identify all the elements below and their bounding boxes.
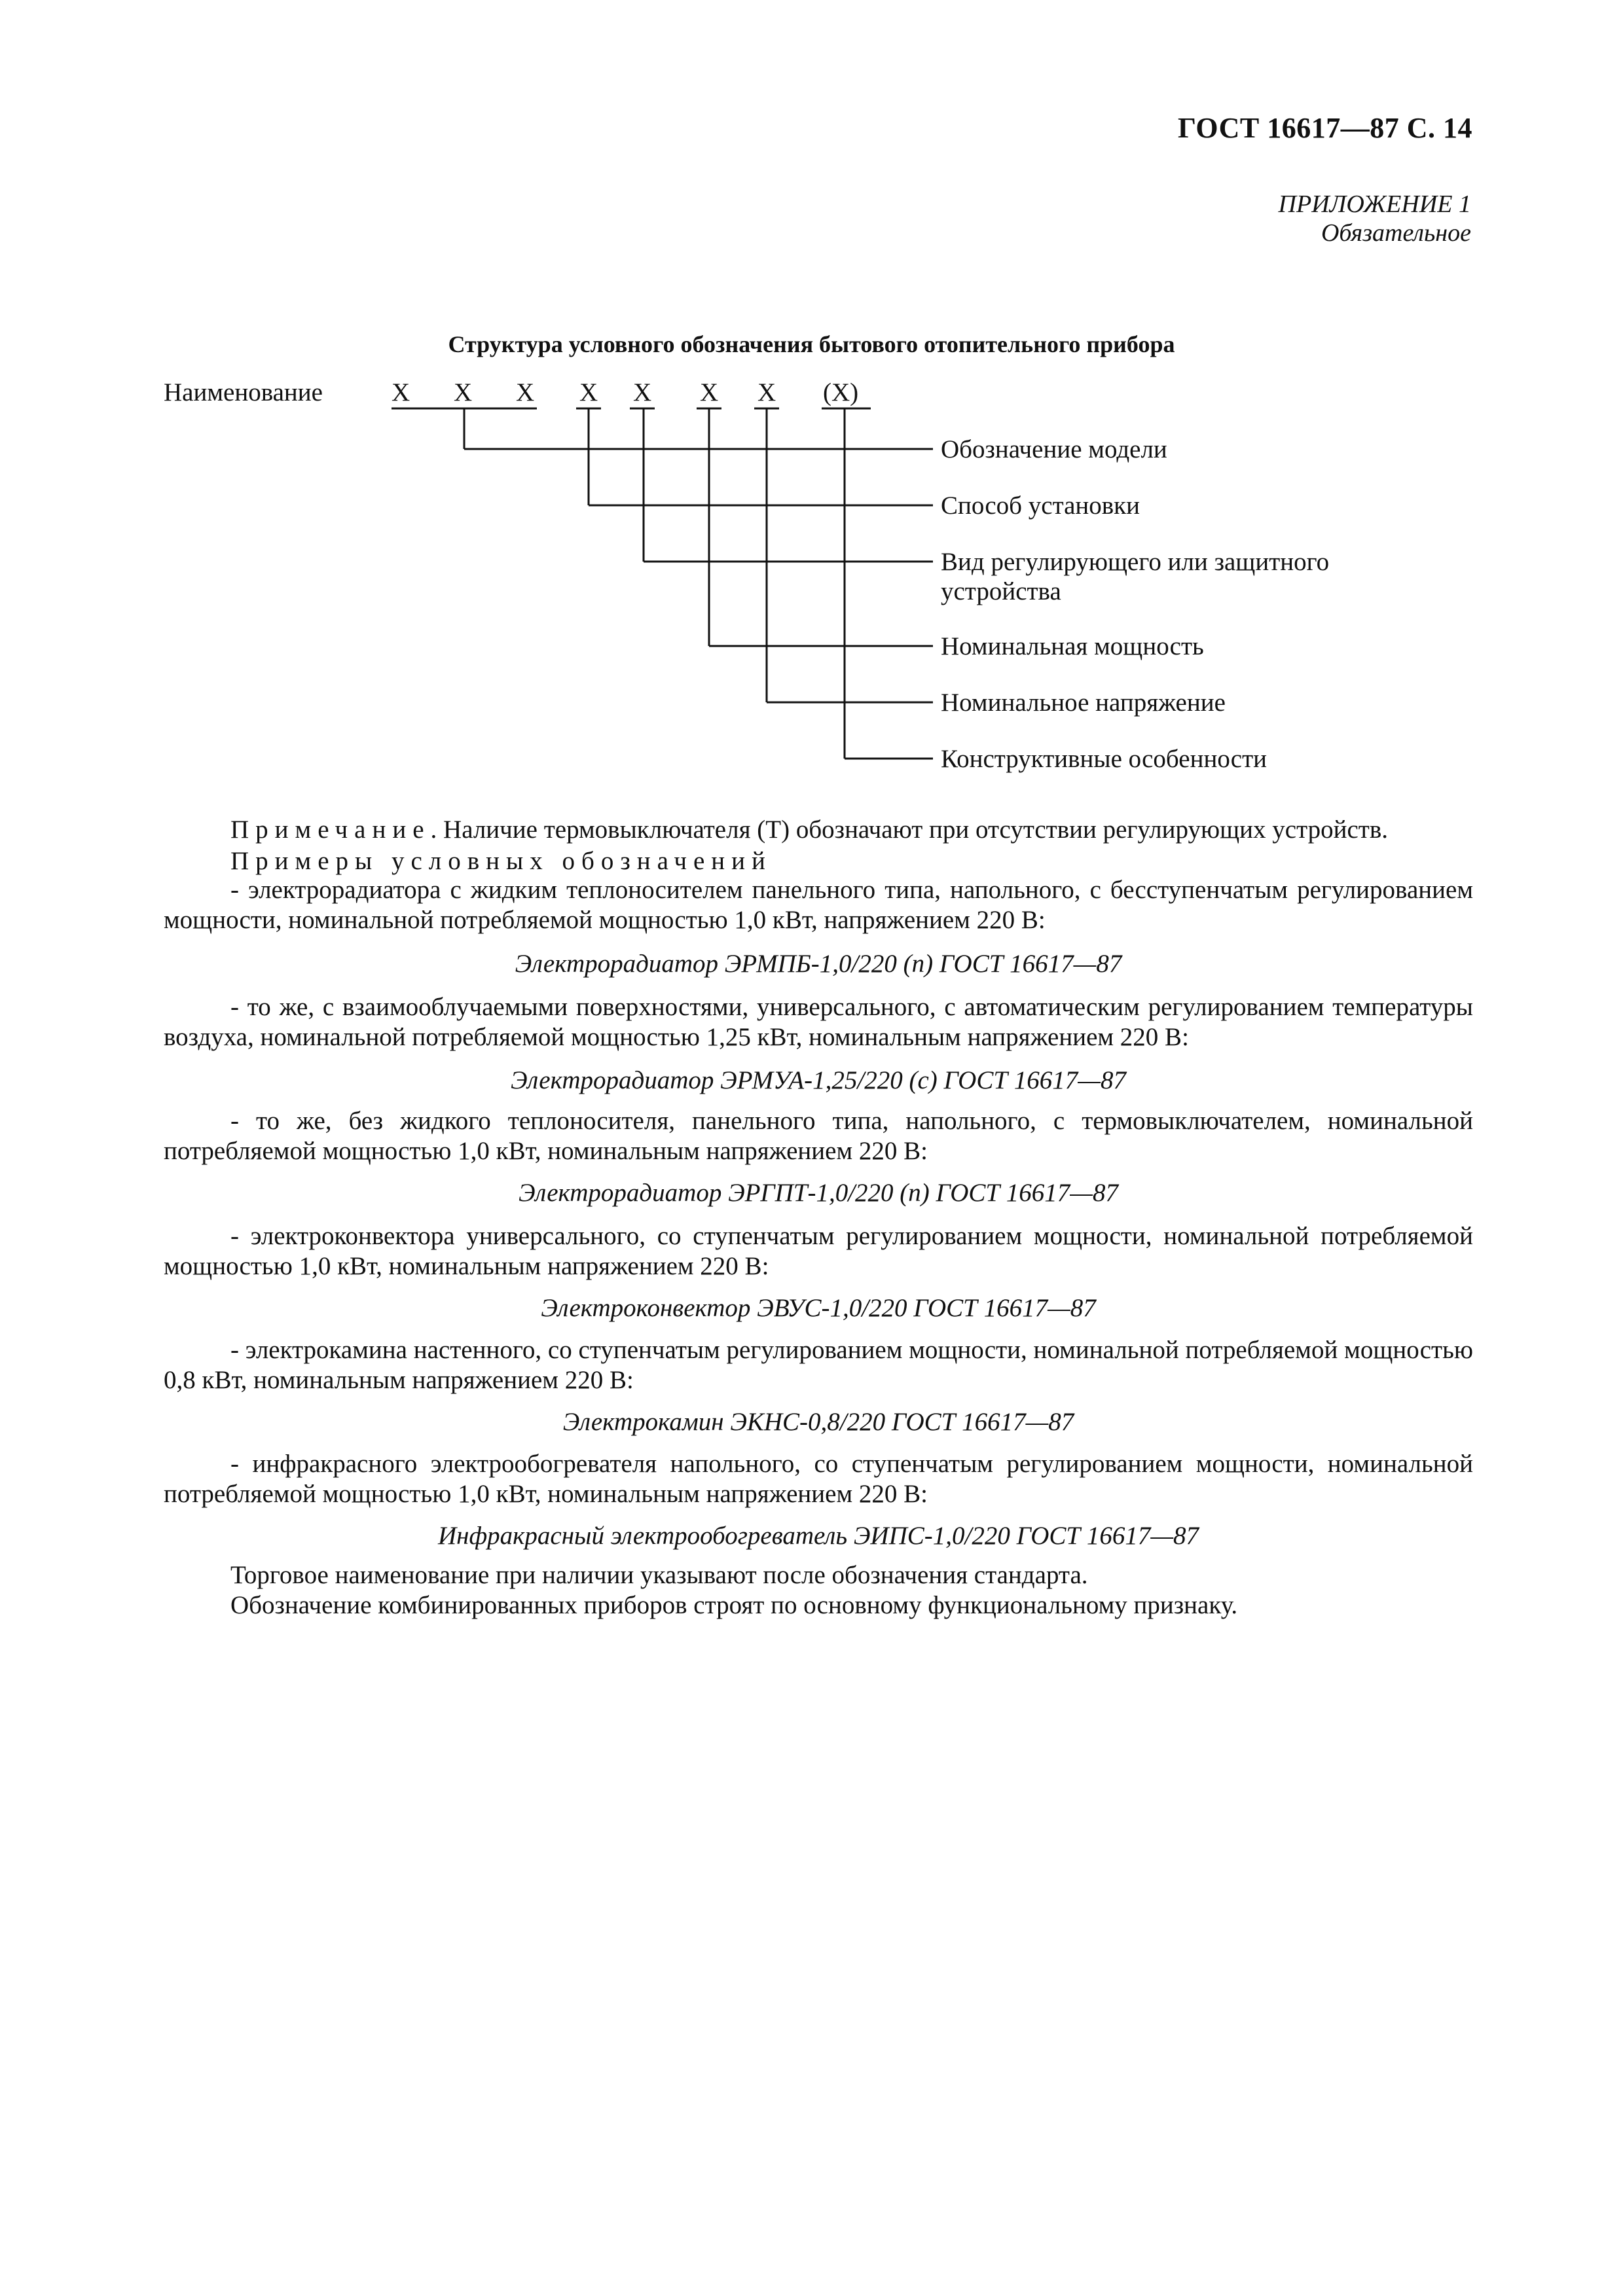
label-model: Обозначение модели [941,435,1167,463]
label-power: Номинальная мощность [941,632,1204,660]
label-design-features: Конструктивные особенности [941,745,1267,773]
note-text: . Наличие термовыключателя (Т) обозначают при отсутствии регулирующих устройств. [430,816,1389,844]
label-regulating-device: Вид регулирующего или защитного [941,548,1330,576]
name-label: Наименование [164,378,323,406]
examples-heading: Примеры условных обозначений [230,847,772,875]
appendix-status: Обязательное [1321,219,1471,247]
note-paragraph [164,815,1473,845]
label-installation: Способ установки [941,492,1140,520]
diagram-lines [392,408,933,759]
example-2-designation: Электрорадиатор ЭРМУА-1,25/220 (с) ГОСТ 16617—87 [511,1066,1126,1094]
position-1: X [392,378,410,406]
example-6-description: - инфракрасного электрообогревателя напольного, со ступенчатым регулированием мощности, номинальной потребляемой мощностью 1,0 кВт, номинальным напряжением 220 В: [164,1450,1473,1508]
example-4-description: - электроконвектора универсального, со ступенчатым регулированием мощности, номинальной потребляемой мощностью 1,0 кВт, номинальным напряжением 220 В: [164,1222,1473,1280]
example-3-description: - то же, без жидкого теплоносителя, панельного типа, напольного, с термовыключателем, номинальной потребляемой мощностью 1,0 кВт, номинальным напряжением 220 В: [164,1107,1473,1165]
page-header-ref: ГОСТ 16617—87 С. 14 [1177,112,1472,144]
example-4-designation: Электроконвектор ЭВУС-1,0/220 ГОСТ 16617—87 [541,1294,1096,1322]
example-2-description: - то же, с взаимооблучаемыми поверхностями, универсального, с автоматическим регулированием температуры воздуха, номинальной потребляемой мощностью 1,25 кВт, номинальным напряжением 220 В: [164,993,1473,1051]
scheme-title: Структура условного обозначения бытового отопительного прибора [448,331,1175,357]
position-7: X [757,378,776,406]
position-3: X [516,378,535,406]
example-6-designation: Инфракрасный электрообогреватель ЭИПС-1,0/220 ГОСТ 16617—87 [437,1522,1199,1550]
label-voltage: Номинальное напряжение [941,689,1226,717]
example-1-designation: Электрорадиатор ЭРМПБ-1,0/220 (п) ГОСТ 16617—87 [515,950,1122,978]
closing-trade-name: Торговое наименование при наличии указывают после обозначения стандарта. [230,1561,1088,1589]
example-5-designation: Электрокамин ЭКНС-0,8/220 ГОСТ 16617—87 [562,1408,1074,1436]
example-5-description: - электрокамина настенного, со ступенчатым регулированием мощности, номинальной потребляемой мощностью 0,8 кВт, номинальным напряжением 220 В: [164,1336,1473,1394]
position-6: X [700,378,719,406]
position-4: X [579,378,598,406]
designation-structure-diagram [0,367,1623,812]
closing-combined-devices: Обозначение комбинированных приборов строят по основному функциональному признаку. [230,1591,1238,1619]
appendix-block [1279,190,1471,247]
position-5: X [633,378,652,406]
appendix-title: ПРИЛОЖЕНИЕ 1 [1278,190,1471,218]
position-2: X [454,378,473,406]
example-1-description: - электрорадиатора с жидким теплоносителем панельного типа, напольного, с бесступенчатым регулированием мощности, номинальной потребляемой мощностью 1,0 кВт, напряжением 220 В: [164,876,1473,934]
note-label: Примечание [230,816,431,844]
position-8: (X) [823,378,859,406]
example-3-designation: Электрорадиатор ЭРГПТ-1,0/220 (п) ГОСТ 16617—87 [518,1179,1118,1207]
label-regulating-device-cont: устройства [941,577,1061,605]
